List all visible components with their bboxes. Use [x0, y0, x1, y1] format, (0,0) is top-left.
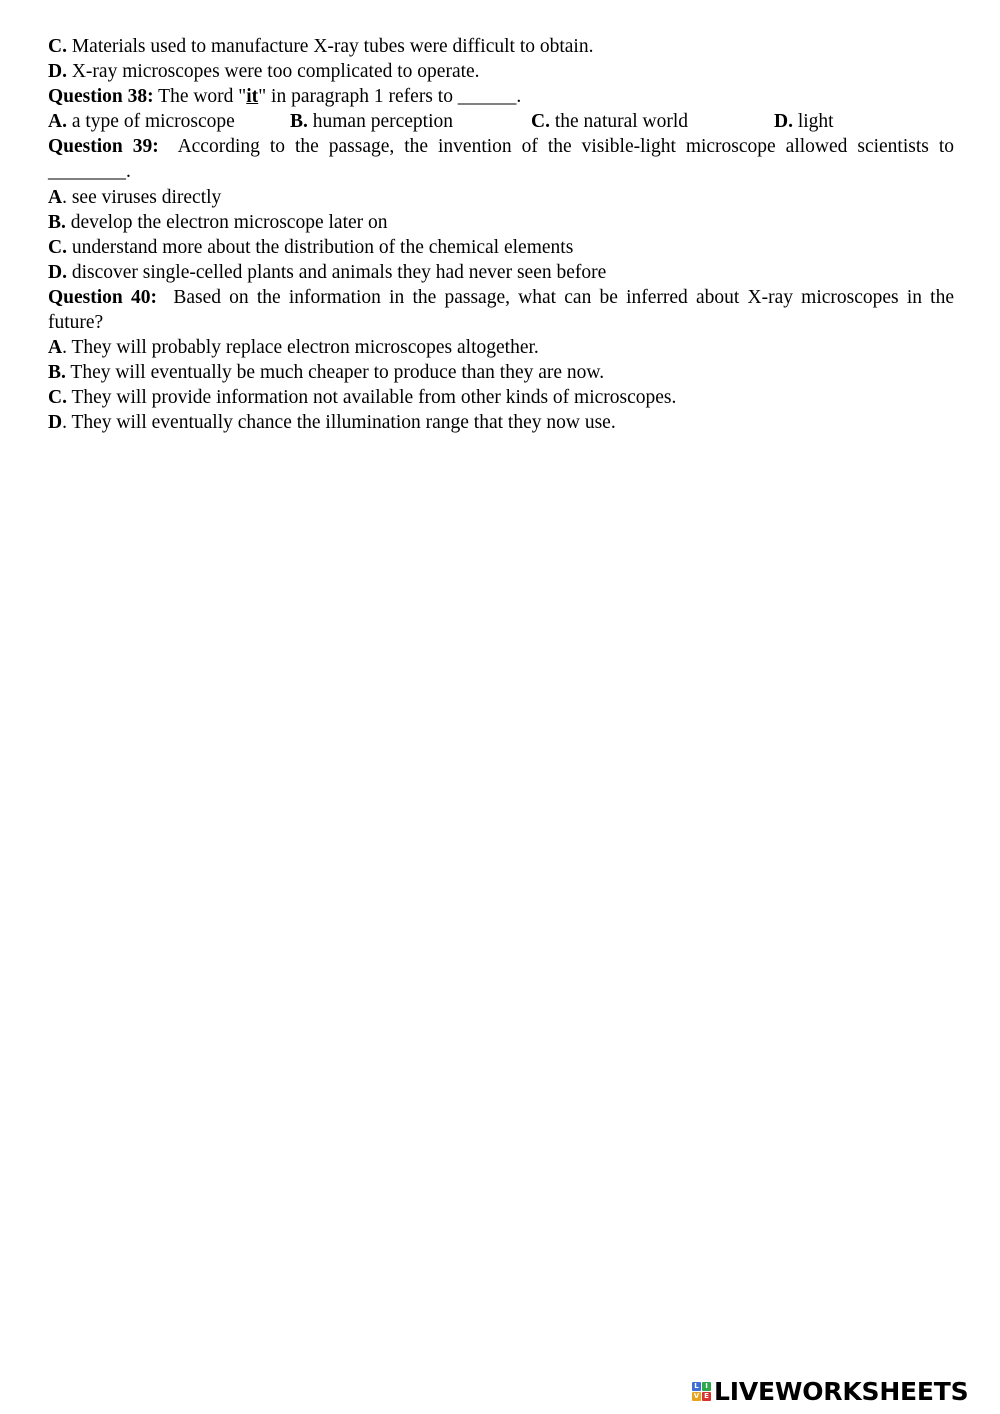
question-text: Based on the information in the passage, what can be inferred about X-ray microscopes in the future?	[48, 286, 959, 334]
option-letter: C.	[531, 111, 550, 133]
option-letter: A	[48, 337, 63, 359]
question-label: Question 40:	[48, 286, 157, 308]
option-letter: C.	[48, 387, 67, 409]
option-letter: C.	[48, 236, 67, 258]
q38-option-b[interactable]	[290, 109, 453, 134]
q40-option-a[interactable]	[48, 335, 954, 360]
logo-text: LIVEWORKSHEETS	[714, 1376, 969, 1406]
q40-option-d[interactable]	[48, 410, 954, 435]
q39-option-c[interactable]	[48, 235, 954, 260]
option-text: develop the electron microscope later on	[65, 211, 388, 233]
q37-option-c	[48, 34, 954, 59]
option-text: light	[792, 111, 834, 133]
option-letter: D.	[774, 111, 793, 133]
q39-option-a[interactable]	[48, 185, 954, 210]
option-text: discover single-celled plants and animals they had never seen before	[66, 261, 607, 283]
option-letter: B.	[48, 362, 66, 384]
q37-option-d	[48, 59, 954, 84]
option-letter: D.	[48, 61, 67, 83]
option-text: They will provide information not available from other kinds of microscopes.	[66, 387, 677, 409]
option-text: understand more about the distribution of the chemical elements	[66, 236, 574, 258]
question-label: Question 38:	[48, 86, 154, 108]
q38-option-d[interactable]	[774, 109, 834, 134]
option-text: . They will eventually chance the illumination range that they now use.	[62, 412, 616, 434]
option-text: . see viruses directly	[62, 186, 222, 208]
q39-option-d[interactable]	[48, 260, 954, 285]
option-letter: D.	[48, 261, 67, 283]
q40-option-c[interactable]	[48, 385, 954, 410]
worksheet-content	[48, 34, 959, 436]
referenced-word: it	[246, 86, 259, 108]
option-text: X-ray microscopes were too complicated to operate.	[66, 61, 480, 83]
q40-stem	[48, 285, 959, 335]
q39-stem	[48, 134, 959, 184]
option-letter: B.	[48, 211, 66, 233]
question-text: The word "	[153, 86, 247, 108]
logo-mark-tile: I	[702, 1382, 711, 1391]
q38-option-a[interactable]	[48, 109, 235, 134]
question-label: Question 39:	[48, 136, 159, 158]
q39-option-b[interactable]	[48, 210, 954, 235]
option-text: human perception	[307, 111, 454, 133]
q40-option-b[interactable]	[48, 360, 954, 385]
option-text: . They will probably replace electron microscopes altogether.	[62, 337, 539, 359]
option-letter: A.	[48, 111, 67, 133]
logo-mark-tile: L	[692, 1382, 701, 1391]
option-letter: B.	[290, 111, 308, 133]
logo-mark-icon	[692, 1382, 711, 1401]
option-letter: A	[48, 186, 63, 208]
option-letter: D	[48, 412, 63, 434]
logo-mark-tile: E	[702, 1392, 711, 1401]
question-text: According to the passage, the invention of the visible-light microscope allowed scientists to ________.	[48, 136, 959, 183]
logo-mark-tile: V	[693, 1391, 700, 1400]
option-text: They will eventually be much cheaper to produce than they are now.	[65, 362, 605, 384]
option-text: the natural world	[549, 111, 689, 133]
q38-options-row	[48, 109, 954, 134]
q38-stem	[48, 84, 954, 109]
liveworksheets-logo	[692, 1376, 968, 1406]
option-letter: C.	[48, 36, 67, 57]
option-text: a type of microscope	[66, 111, 235, 133]
option-text: Materials used to manufacture X-ray tubes were difficult to obtain.	[66, 36, 594, 57]
q38-option-c[interactable]	[531, 109, 688, 134]
question-text: " in paragraph 1 refers to ______.	[258, 86, 522, 108]
